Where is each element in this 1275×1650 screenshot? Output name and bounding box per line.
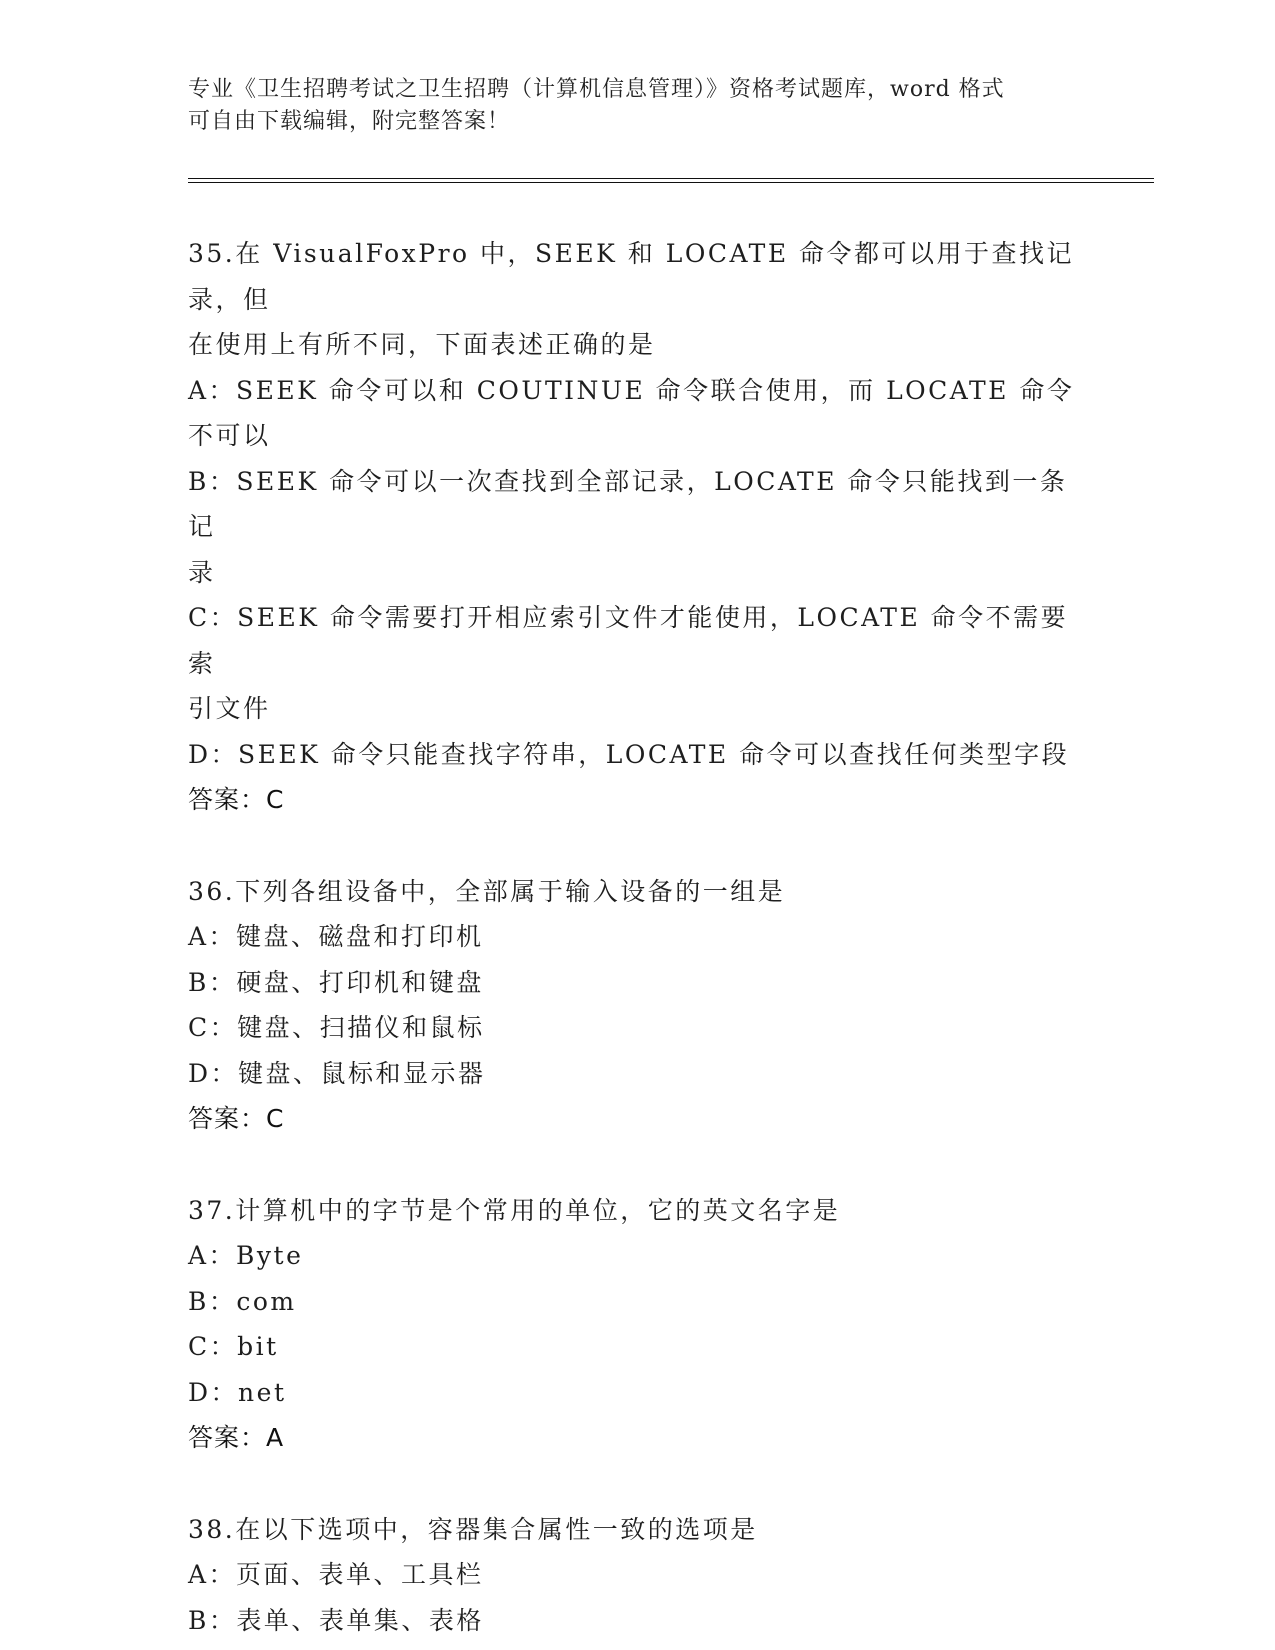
question-gap	[188, 1461, 1088, 1507]
question-37	[188, 1188, 1088, 1461]
question-gap	[188, 823, 1088, 869]
question-38-option-b: B：表单、表单集、表格	[188, 1605, 484, 1635]
question-38	[188, 1507, 1088, 1644]
question-35	[188, 231, 1088, 823]
question-35-option-c-line-2: 引文件	[188, 694, 271, 723]
question-36-answer: 答案：C	[188, 1104, 285, 1133]
question-35-stem-line-2: 在使用上有所不同，下面表述正确的是	[188, 330, 656, 359]
question-36-option-a: A：键盘、磁盘和打印机	[188, 922, 484, 951]
question-36-option-d: D：键盘、鼠标和显示器	[188, 1058, 486, 1088]
question-35-stem-line-1: 35.在 VisualFoxPro 中，SEEK 和 LOCATE 命令都可以用于查找记录，但	[188, 239, 1075, 314]
question-38-option-a: A：页面、表单、工具栏	[188, 1560, 484, 1589]
question-37-answer: 答案：A	[188, 1423, 285, 1452]
question-35-option-b-line-1: B：SEEK 命令可以一次查找到全部记录，LOCATE 命令只能找到一条记	[188, 466, 1068, 541]
question-37-option-d: D：net	[188, 1377, 287, 1407]
question-35-answer: 答案：C	[188, 785, 285, 814]
question-37-option-b: B：com	[188, 1286, 297, 1316]
question-35-option-b-line-2: 录	[188, 557, 216, 587]
question-35-option-a: A：SEEK 命令可以和 COUTINUE 命令联合使用，而 LOCATE 命令不可以	[188, 375, 1075, 450]
document-header	[188, 74, 1068, 138]
question-37-stem: 37.计算机中的字节是个常用的单位，它的英文名字是	[188, 1195, 841, 1225]
question-38-stem: 38.在以下选项中，容器集合属性一致的选项是	[188, 1514, 758, 1544]
question-36	[188, 869, 1088, 1142]
question-35-option-c-line-1: C：SEEK 命令需要打开相应索引文件才能使用，LOCATE 命令不需要索	[188, 603, 1069, 678]
header-line-2: 可自由下载编辑，附完整答案！	[188, 109, 511, 134]
header-line-1: 专业《卫生招聘考试之卫生招聘（计算机信息管理）》资格考试题库，word 格式	[188, 77, 1005, 102]
question-36-stem: 36.下列各组设备中，全部属于输入设备的一组是	[188, 876, 786, 906]
question-gap	[188, 1142, 1088, 1188]
question-37-option-c: C：bit	[188, 1332, 279, 1361]
question-36-option-b: B：硬盘、打印机和键盘	[188, 967, 484, 997]
question-36-option-c: C：键盘、扫描仪和鼠标	[188, 1013, 485, 1042]
question-35-option-d: D：SEEK 命令只能查找字符串，LOCATE 命令可以查找任何类型字段	[188, 739, 1070, 769]
header-double-rule	[188, 178, 1154, 183]
question-list	[188, 231, 1088, 1643]
question-37-option-a: A：Byte	[188, 1241, 304, 1270]
